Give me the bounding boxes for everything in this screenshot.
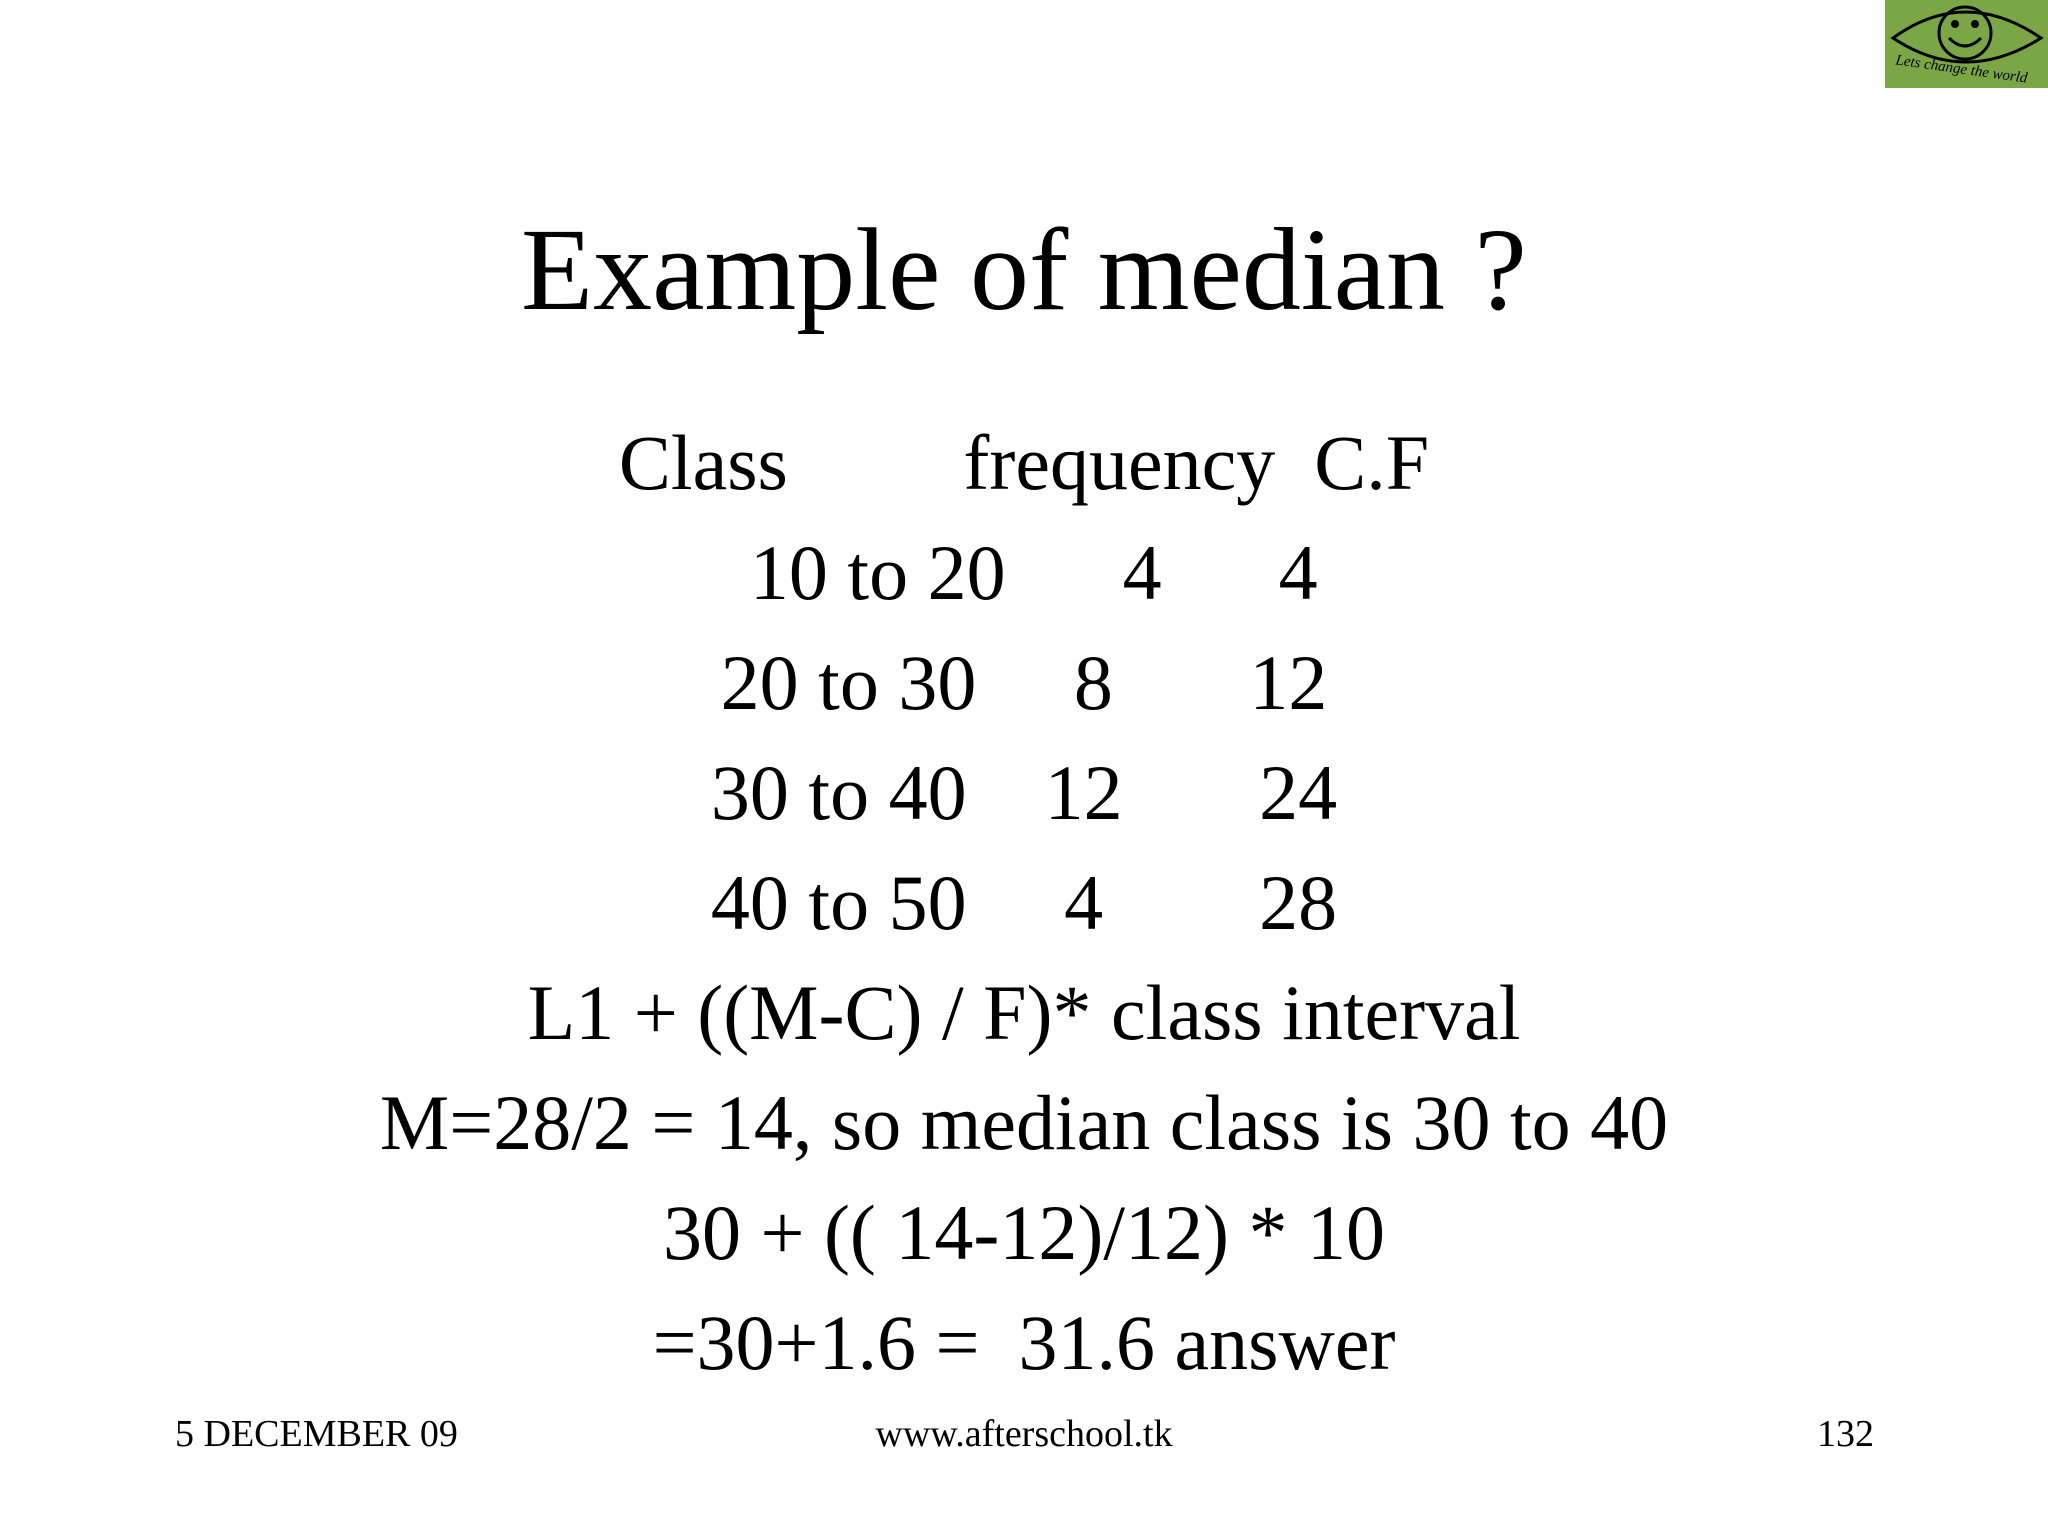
calculation-line: 30 + (( 14-12)/12) * 10 bbox=[662, 1189, 1386, 1276]
table-row-line: 40 to 50 4 28 bbox=[710, 859, 1338, 946]
footer-website: www.afterschool.tk bbox=[875, 1413, 1173, 1455]
slide-title: Example of median ? bbox=[521, 204, 1527, 335]
table-row-line: 20 to 30 8 12 bbox=[720, 639, 1328, 726]
logo-text: Lets change the world bbox=[1894, 52, 2029, 87]
smiley-eye-logo-icon bbox=[1885, 0, 2048, 88]
footer-date: 5 DECEMBER 09 bbox=[175, 1413, 458, 1455]
formula-line: L1 + ((M-C) / F)* class interval bbox=[527, 969, 1521, 1056]
page-number: 132 bbox=[1817, 1413, 1874, 1455]
table-header-line: Class frequency C.F bbox=[618, 419, 1430, 506]
table-row-line: 10 to 20 4 4 bbox=[730, 529, 1318, 616]
logo bbox=[1885, 0, 2048, 88]
calculation-line: M=28/2 = 14, so median class is 30 to 40 bbox=[379, 1079, 1669, 1166]
table-row-line: 30 to 40 12 24 bbox=[710, 749, 1338, 836]
answer-line: =30+1.6 = 31.6 answer bbox=[652, 1299, 1396, 1386]
